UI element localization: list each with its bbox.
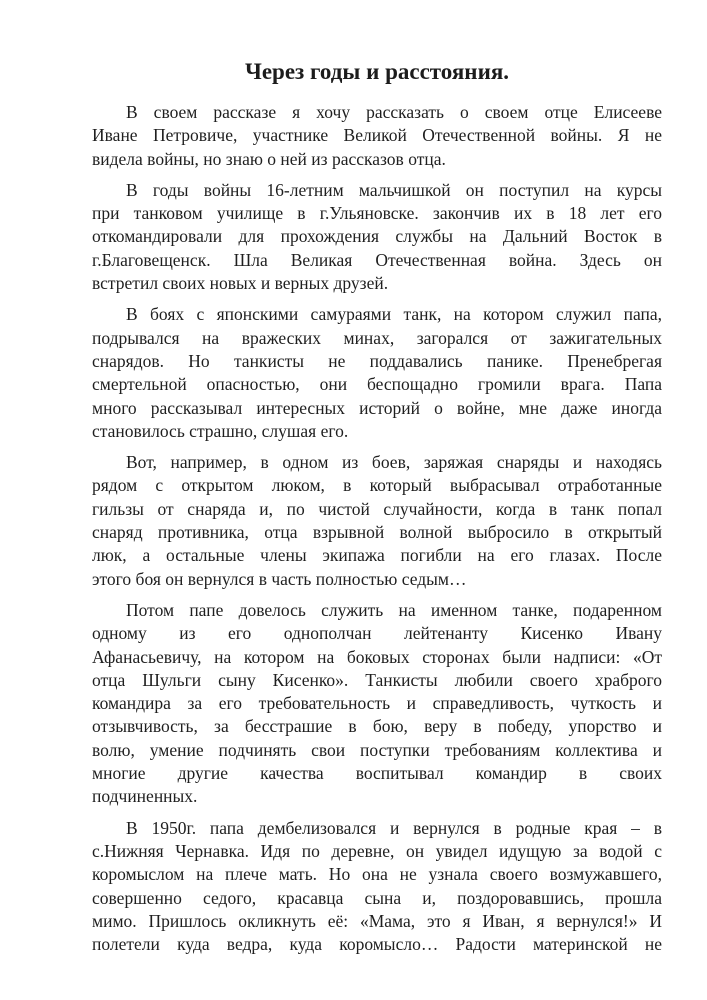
- text-line: отца Шульги сыну Кисенко». Танкисты любили своего храброго: [92, 669, 662, 690]
- text-line: снарядов. Но танкисты не поддавались панике. Пренебрегая: [92, 350, 662, 371]
- text-line: люк, а остальные члены экипажа погибли на его глазах. После: [92, 545, 662, 566]
- text-line: много рассказывал интересных историй о войне, мне даже иногда: [92, 397, 662, 418]
- text-line: отзывчивость, за бесстрашие в бою, веру в победу, упорство и: [92, 716, 662, 737]
- paragraph: [92, 451, 662, 591]
- text-block: [92, 57, 662, 964]
- text-line: встретил своих новых и верных друзей.: [92, 273, 389, 294]
- paragraph-container: [92, 101, 662, 956]
- paragraph: [92, 303, 662, 443]
- text-line: полетели куда ведра, куда коромысло… Радости материнской не: [92, 934, 662, 955]
- text-line: с.Нижняя Чернавка. Идя по деревне, он увидел идущую за водой с: [92, 840, 662, 861]
- text-line: В своем рассказе я хочу рассказать о своем отце Елисееве: [126, 102, 662, 122]
- text-line: гильзы от снаряда и, по чистой случайности, когда в танк попал: [92, 498, 662, 519]
- text-line: г.Благовещенск. Шла Великая Отечественная война. Здесь он: [92, 249, 662, 270]
- text-line: этого боя он вернулся в часть полностью седым…: [92, 568, 467, 589]
- text-line: снаряд противника, отца взрывной волной выбросило в открытый: [92, 522, 662, 543]
- text-line: В 1950г. папа дембелизовался и вернулся в родные края – в: [126, 817, 662, 838]
- text-line: Афанасьевичу, на котором на боковых сторонах были надписи: «От: [92, 646, 662, 667]
- text-line: подрывался на вражеских минах, загорался от зажигательных: [92, 327, 662, 348]
- text-line: коромыслом на плече мать. Но она не узнала своего возмужавшего,: [92, 864, 662, 885]
- text-line: Вот, например, в одном из боев, заряжая снаряды и находясь: [126, 452, 662, 473]
- text-line: мимо. Пришлось окликнуть её: «Мама, это я Иван, я вернулся!» И: [92, 910, 662, 931]
- text-line: рядом с открытом люком, в который выбрасывал отработанные: [92, 475, 662, 496]
- text-line: откомандировали для прохождения службы на Дальний Восток в: [92, 226, 662, 247]
- text-line: при танковом училище в г.Ульяновске. закончив их в 18 лет его: [92, 203, 662, 224]
- text-line: В боях с японскими самураями танк, на котором служил папа,: [126, 304, 662, 325]
- text-line: совершенно седого, красавца сына и, поздоровавшись, прошла: [92, 887, 662, 908]
- paragraph: [92, 101, 662, 171]
- text-line: смертельной опасностью, они беспощадно громили врага. Папа: [92, 374, 662, 395]
- paragraph: [92, 599, 662, 809]
- text-line: Потом папе довелось служить на именном танке, подаренном: [126, 599, 662, 620]
- text-line: многие другие качества воспитывал командир в своих: [92, 763, 662, 784]
- text-line: В годы войны 16-летним мальчишкой он поступил на курсы: [126, 179, 662, 200]
- paragraph: [92, 817, 662, 957]
- text-line: становилось страшно, слушая его.: [92, 420, 349, 441]
- text-line: подчиненных.: [92, 786, 198, 807]
- text-line: командира за его требовательность и справедливость, чуткость и: [92, 693, 662, 714]
- paragraph: [92, 179, 662, 295]
- text-line: Иване Петровиче, участнике Великой Отечественной войны. Я не: [92, 125, 662, 146]
- text-line: видела войны, но знаю о ней из рассказов отца.: [92, 148, 446, 169]
- document-title: Через годы и расстояния.: [244, 59, 510, 84]
- text-line: волю, умение подчинять свои поступки требованиям коллектива и: [92, 739, 662, 760]
- text-line: одному из его однополчан лейтенанту Кисенко Ивану: [92, 623, 662, 644]
